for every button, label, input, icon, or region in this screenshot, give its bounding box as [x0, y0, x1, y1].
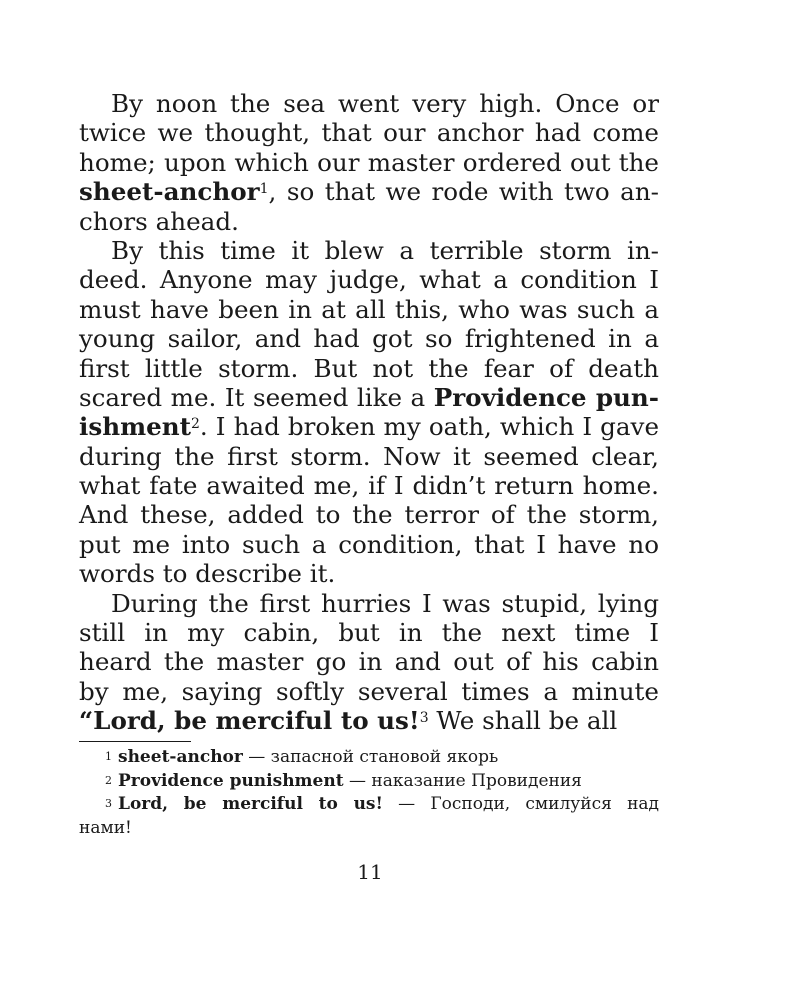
- text-line: [79, 118, 659, 147]
- text-line: [79, 589, 659, 618]
- text-line: [79, 236, 659, 265]
- glossary-term: sheet-anchor: [79, 177, 260, 207]
- text-run: young sailor, and had got so frightened in a: [79, 324, 659, 354]
- footnote-divider: [79, 741, 191, 742]
- footnote-number: 3: [105, 797, 112, 810]
- footnote-term: sheet-anchor: [118, 747, 243, 767]
- page-body: [79, 89, 659, 736]
- text-line: [79, 324, 659, 353]
- text-run: . I had broken my oath, which I gave: [199, 412, 659, 442]
- text-run: twice we thought, that our anchor had come: [79, 118, 659, 148]
- footnote-marker: 2: [190, 416, 200, 433]
- text-run: must have been in at all this, who was such a: [79, 294, 659, 324]
- text-line: [79, 647, 659, 676]
- text-run: during the first storm. Now it seemed clear,: [79, 441, 659, 471]
- text-line: [79, 89, 659, 118]
- text-line: [79, 500, 659, 529]
- text-run: chors ahead.: [79, 206, 239, 236]
- footnote-term: Lord, be merciful to us!: [118, 794, 383, 814]
- text-run: During the first hurries I was stupid, lying: [111, 588, 659, 618]
- text-line: [79, 442, 659, 471]
- text-line: [79, 295, 659, 324]
- glossary-term: ishment: [79, 412, 191, 442]
- text-line: [79, 265, 659, 294]
- text-line: [79, 383, 659, 412]
- footnote-translation: — Господи, смилуйся над: [382, 794, 659, 814]
- text-line: [79, 177, 659, 206]
- text-run: by me, saying softly several times a minute: [79, 676, 659, 706]
- paragraph: [79, 236, 659, 589]
- text-run: home; upon which our master ordered out the: [79, 147, 659, 177]
- text-line: [79, 207, 659, 236]
- footnote: [79, 770, 659, 794]
- text-run: We shall be all: [428, 706, 618, 736]
- text-run: By noon the sea went very high. Once or: [111, 89, 659, 118]
- text-run: put me into such a condition, that I have no: [79, 529, 659, 559]
- text-run: deed. Anyone may judge, what a condition I: [79, 265, 659, 295]
- footnote-translation: — запасной становой якорь: [242, 747, 499, 767]
- footnote-translation: — наказание Провидения: [343, 770, 582, 791]
- text-line: [79, 618, 659, 647]
- text-run: , so that we rode with two an-: [268, 177, 659, 207]
- page-number: 11: [357, 860, 383, 884]
- footnote-marker: 3: [419, 710, 429, 727]
- footnote-term: Providence punishment: [118, 770, 344, 791]
- text-run: scared me. It seemed like a: [79, 382, 434, 412]
- text-run: heard the master go in and out of his cabin: [79, 647, 659, 677]
- text-run: still in my cabin, but in the next time I: [79, 618, 659, 648]
- footnotes: [79, 746, 659, 840]
- footnote-number: 2: [105, 773, 112, 787]
- footnote-marker: 1: [259, 181, 269, 198]
- text-line: [79, 706, 659, 735]
- text-line: [79, 412, 659, 441]
- paragraph: [79, 89, 659, 236]
- footnote-number: 1: [105, 750, 112, 763]
- glossary-term: Providence pun-: [433, 382, 659, 412]
- footnote: [79, 746, 659, 770]
- footnote-continuation: нами!: [79, 817, 132, 838]
- paragraph: [79, 589, 659, 736]
- glossary-term: “Lord, be merciful to us!: [79, 706, 420, 736]
- text-run: And these, added to the terror of the storm,: [79, 500, 659, 530]
- text-run: what fate awaited me, if I didn’t return home.: [79, 471, 659, 501]
- text-run: first little storm. But not the fear of death: [79, 353, 659, 383]
- text-run: By this time it blew a terrible storm in-: [111, 235, 659, 265]
- text-line: [79, 559, 659, 588]
- text-run: words to describe it.: [79, 559, 336, 589]
- text-line: [79, 148, 659, 177]
- text-line: [79, 677, 659, 706]
- text-line: [79, 471, 659, 500]
- footnote: [79, 793, 659, 817]
- text-line: [79, 530, 659, 559]
- text-line: [79, 354, 659, 383]
